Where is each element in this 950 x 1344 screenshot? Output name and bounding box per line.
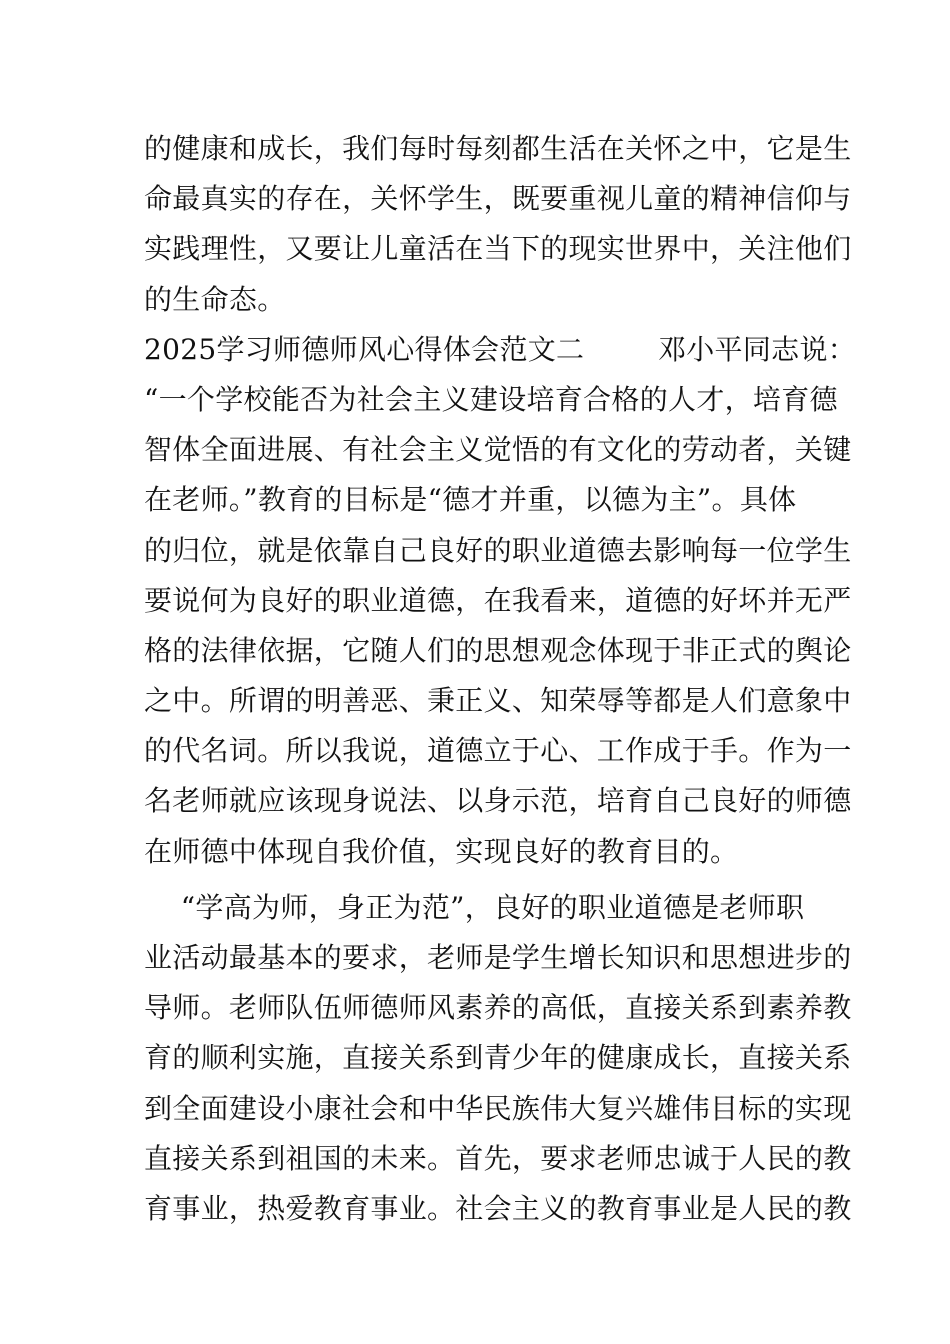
text-line: 实践理性，又要让儿童活在当下的现实世界中，关注他们	[144, 232, 852, 266]
paragraph-two	[144, 375, 852, 877]
paragraph-three	[144, 883, 852, 1234]
text-line: 的归位，就是依靠自己良好的职业道德去影响每一位学生	[144, 533, 852, 567]
text-line: 格的法律依据，它随人们的思想观念体现于非正式的舆论	[144, 633, 852, 667]
text-line: 育事业，热爱教育事业。社会主义的教育事业是人民的教	[144, 1191, 852, 1225]
text-line: 的健康和成长，我们每时每刻都生活在关怀之中，它是生	[144, 132, 852, 165]
text-line: 育的顺利实施，直接关系到青少年的健康成长，直接关系	[144, 1041, 852, 1075]
text-line: 命最真实的存在，关怀学生，既要重视儿童的精神信仰与	[144, 182, 852, 216]
text-line: 的生命态。	[144, 282, 286, 316]
text-line: 要说何为良好的职业道德，在我看来，道德的好坏并无严	[144, 583, 852, 617]
document-body	[144, 124, 857, 1234]
text-line: 业活动最基本的要求，老师是学生增长知识和思想进步的	[144, 941, 852, 974]
paragraph-continuation	[144, 124, 852, 325]
text-line: 在师德中体现自我价值，实现良好的教育目的。	[144, 834, 739, 868]
text-line: 导师。老师队伍师德师风素养的高低，直接关系到素养教	[144, 991, 852, 1025]
text-line: 在老师。”教育的目标是“德才并重，以德为主”。具体	[144, 483, 797, 517]
text-line: “学高为师，身正为范”，良好的职业道德是老师职	[144, 890, 805, 924]
text-line: 的代名词。所以我说，道德立于心、工作成于手。作为一	[144, 734, 852, 768]
text-line: 直接关系到祖国的未来。首先，要求老师忠诚于人民的教	[144, 1141, 852, 1175]
text-line: “一个学校能否为社会主义建设培育合格的人才，培育德	[144, 382, 838, 416]
text-line: 到全面建设小康社会和中华民族伟大复兴雄伟目标的实现	[144, 1091, 852, 1125]
section-heading-line: 2025学习师德师风心得体会范文二 邓小平同志说：	[144, 332, 857, 366]
text-line: 名老师就应该现身说法、以身示范，培育自己良好的师德	[144, 784, 852, 818]
text-line: 智体全面进展、有社会主义觉悟的有文化的劳动者，关键	[144, 433, 852, 467]
text-line: 之中。所谓的明善恶、秉正义、知荣辱等都是人们意象中	[144, 684, 852, 718]
